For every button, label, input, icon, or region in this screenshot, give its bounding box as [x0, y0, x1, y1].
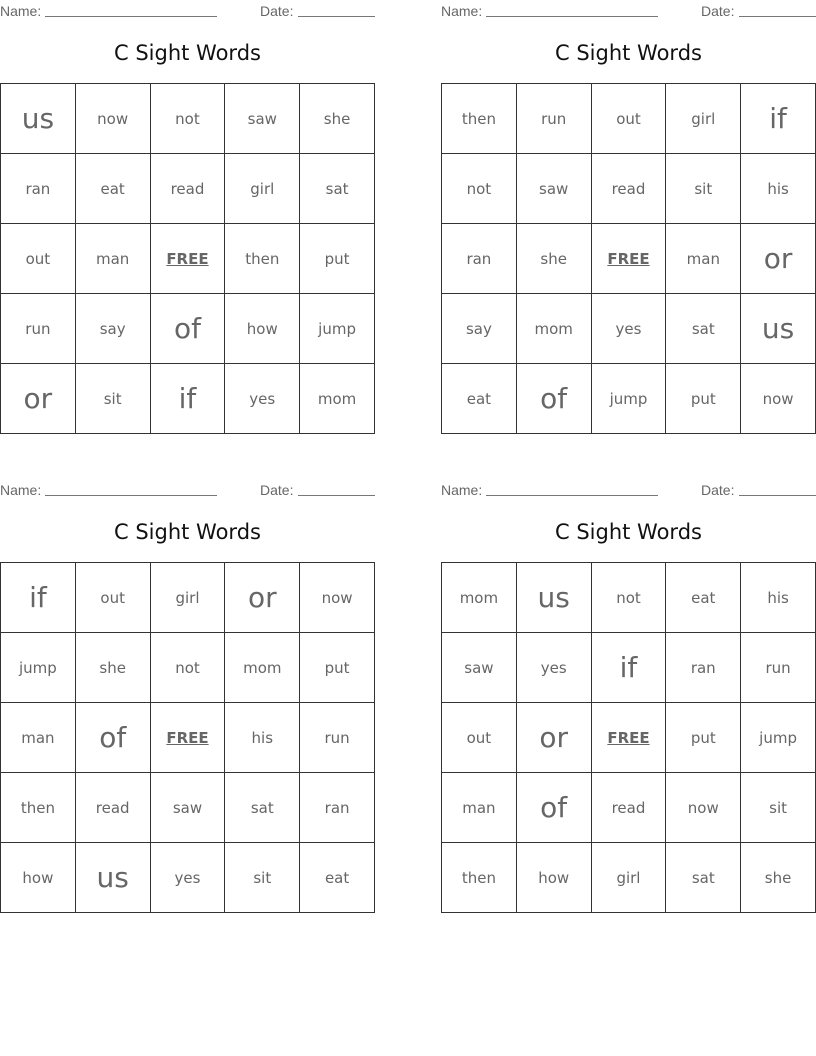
word-cell: not	[150, 84, 225, 154]
word-cell: us	[741, 294, 816, 364]
word-cell: sit	[666, 154, 741, 224]
word-cell: then	[225, 224, 300, 294]
bingo-grid	[441, 562, 816, 913]
word-cell: put	[666, 703, 741, 773]
bingo-grid	[0, 562, 375, 913]
grid-row	[1, 224, 375, 294]
grid-row	[442, 154, 816, 224]
name-line	[486, 16, 658, 17]
word-cell: sat	[225, 773, 300, 843]
word-cell: eat	[75, 154, 150, 224]
date-line	[298, 495, 375, 496]
word-cell: she	[75, 633, 150, 703]
word-cell: mom	[442, 563, 517, 633]
word-cell: jump	[591, 364, 666, 434]
word-cell: she	[516, 224, 591, 294]
grid-row	[442, 84, 816, 154]
word-cell: of	[516, 773, 591, 843]
word-cell: if	[741, 84, 816, 154]
word-cell: us	[75, 843, 150, 913]
word-cell: out	[75, 563, 150, 633]
word-cell: his	[741, 154, 816, 224]
date-label: Date:	[260, 3, 294, 19]
word-cell: if	[150, 364, 225, 434]
word-cell: now	[741, 364, 816, 434]
card-title: C Sight Words	[114, 520, 261, 544]
grid-row	[442, 843, 816, 913]
grid-row	[442, 703, 816, 773]
word-cell: say	[75, 294, 150, 364]
word-cell: then	[442, 843, 517, 913]
free-space: FREE	[591, 224, 666, 294]
word-cell: yes	[516, 633, 591, 703]
date-line	[298, 16, 375, 17]
word-cell: then	[442, 84, 517, 154]
word-cell: put	[300, 633, 375, 703]
grid-row	[442, 294, 816, 364]
word-cell: mom	[225, 633, 300, 703]
word-cell: eat	[442, 364, 517, 434]
word-cell: ran	[300, 773, 375, 843]
grid-row	[442, 773, 816, 843]
word-cell: of	[516, 364, 591, 434]
grid-row	[442, 563, 816, 633]
word-cell: she	[300, 84, 375, 154]
name-label: Name:	[441, 482, 483, 498]
card-title: C Sight Words	[114, 41, 261, 65]
word-cell: sat	[666, 294, 741, 364]
card-header	[441, 0, 816, 20]
word-cell: how	[1, 843, 76, 913]
free-space: FREE	[150, 703, 225, 773]
word-cell: his	[225, 703, 300, 773]
word-cell: man	[666, 224, 741, 294]
card-title: C Sight Words	[555, 520, 702, 544]
word-cell: sit	[75, 364, 150, 434]
word-cell: sat	[300, 154, 375, 224]
word-cell: or	[741, 224, 816, 294]
bingo-grid	[0, 83, 375, 434]
word-cell: girl	[225, 154, 300, 224]
word-cell: jump	[1, 633, 76, 703]
name-line	[45, 16, 217, 17]
word-cell: yes	[591, 294, 666, 364]
word-cell: eat	[666, 563, 741, 633]
word-cell: now	[75, 84, 150, 154]
word-cell: put	[666, 364, 741, 434]
word-cell: not	[442, 154, 517, 224]
name-label: Name:	[0, 482, 42, 498]
word-cell: put	[300, 224, 375, 294]
word-cell: run	[300, 703, 375, 773]
grid-row	[1, 633, 375, 703]
grid-row	[1, 773, 375, 843]
word-cell: mom	[516, 294, 591, 364]
name-line	[45, 495, 217, 496]
word-cell: man	[75, 224, 150, 294]
word-cell: yes	[225, 364, 300, 434]
word-cell: read	[150, 154, 225, 224]
word-cell: saw	[442, 633, 517, 703]
word-cell: read	[75, 773, 150, 843]
word-cell: yes	[150, 843, 225, 913]
word-cell: man	[442, 773, 517, 843]
name-label: Name:	[0, 3, 42, 19]
word-cell: eat	[300, 843, 375, 913]
word-cell: of	[75, 703, 150, 773]
word-cell: girl	[150, 563, 225, 633]
word-cell: jump	[300, 294, 375, 364]
card-header	[0, 0, 375, 20]
word-cell: sat	[666, 843, 741, 913]
word-cell: run	[516, 84, 591, 154]
grid-row	[1, 84, 375, 154]
date-label: Date:	[701, 482, 735, 498]
date-label: Date:	[260, 482, 294, 498]
word-cell: saw	[225, 84, 300, 154]
word-cell: saw	[516, 154, 591, 224]
word-cell: now	[666, 773, 741, 843]
word-cell: jump	[741, 703, 816, 773]
word-cell: or	[516, 703, 591, 773]
card-header	[0, 479, 375, 499]
grid-row	[442, 633, 816, 703]
bingo-card-1	[0, 0, 375, 415]
bingo-grid	[441, 83, 816, 434]
grid-row	[442, 224, 816, 294]
word-cell: ran	[442, 224, 517, 294]
grid-row	[1, 843, 375, 913]
word-cell: then	[1, 773, 76, 843]
grid-row	[1, 703, 375, 773]
grid-row	[1, 364, 375, 434]
free-space: FREE	[591, 703, 666, 773]
card-title: C Sight Words	[555, 41, 702, 65]
free-space: FREE	[150, 224, 225, 294]
word-cell: or	[1, 364, 76, 434]
grid-row	[442, 364, 816, 434]
bingo-card-2	[441, 0, 816, 415]
name-line	[486, 495, 658, 496]
word-cell: his	[741, 563, 816, 633]
word-cell: run	[741, 633, 816, 703]
word-cell: us	[1, 84, 76, 154]
word-cell: girl	[666, 84, 741, 154]
word-cell: out	[591, 84, 666, 154]
word-cell: us	[516, 563, 591, 633]
name-label: Name:	[441, 3, 483, 19]
word-cell: out	[442, 703, 517, 773]
word-cell: if	[591, 633, 666, 703]
card-header	[441, 479, 816, 499]
word-cell: sit	[225, 843, 300, 913]
word-cell: read	[591, 154, 666, 224]
grid-row	[1, 154, 375, 224]
word-cell: she	[741, 843, 816, 913]
grid-row	[1, 294, 375, 364]
word-cell: not	[150, 633, 225, 703]
word-cell: saw	[150, 773, 225, 843]
word-cell: of	[150, 294, 225, 364]
word-cell: or	[225, 563, 300, 633]
word-cell: read	[591, 773, 666, 843]
word-cell: say	[442, 294, 517, 364]
bingo-card-3	[0, 479, 375, 894]
word-cell: how	[516, 843, 591, 913]
word-cell: now	[300, 563, 375, 633]
word-cell: not	[591, 563, 666, 633]
word-cell: run	[1, 294, 76, 364]
word-cell: how	[225, 294, 300, 364]
word-cell: girl	[591, 843, 666, 913]
word-cell: sit	[741, 773, 816, 843]
bingo-card-4	[441, 479, 816, 887]
word-cell: ran	[1, 154, 76, 224]
word-cell: man	[1, 703, 76, 773]
word-cell: ran	[666, 633, 741, 703]
date-line	[739, 495, 816, 496]
grid-row	[1, 563, 375, 633]
word-cell: out	[1, 224, 76, 294]
word-cell: mom	[300, 364, 375, 434]
date-label: Date:	[701, 3, 735, 19]
date-line	[739, 16, 816, 17]
word-cell: if	[1, 563, 76, 633]
